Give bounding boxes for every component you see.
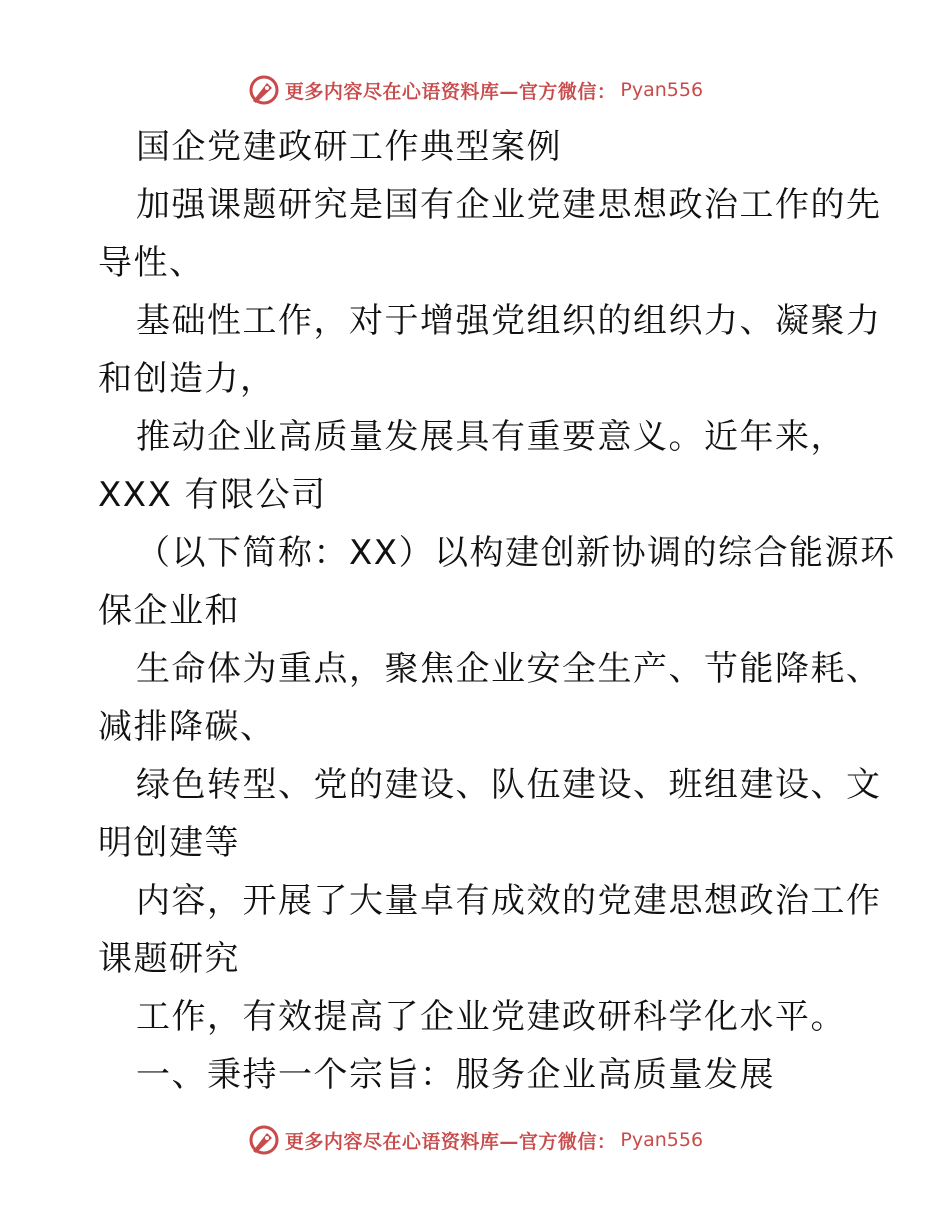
text-line: 保企业和 (98, 591, 240, 631)
pen-nib-circle-icon (247, 73, 281, 107)
text-line: 加强课题研究是国有企业党建思想政治工作的先 (136, 185, 882, 225)
text-line: 国企党建政研工作典型案例 (136, 127, 562, 167)
text-line: 绿色转型、党的建设、队伍建设、班组建设、文 (136, 765, 882, 805)
text-line: 推动企业高质量发展具有重要意义。近年来， (136, 417, 846, 457)
header-banner (0, 70, 950, 110)
text-line: 生命体为重点，聚焦企业安全生产、节能降耗、 (136, 649, 882, 689)
text-line: （以下简称：XX）以构建创新协调的综合能源环 (136, 533, 896, 573)
footer-slogan: 更多内容尽在心语资料库—官方微信： (284, 1130, 617, 1153)
text-line: 减排降碳、 (98, 707, 276, 747)
pen-nib-circle-icon (247, 1123, 281, 1157)
text-line: 基础性工作，对于增强党组织的组织力、凝聚力 (136, 301, 882, 341)
text-line: 课题研究 (98, 939, 240, 979)
header-slogan: 更多内容尽在心语资料库—官方微信： (284, 80, 617, 103)
document-body (98, 118, 896, 1104)
text-line: 工作，有效提高了企业党建政研科学化水平。 (136, 997, 846, 1037)
text-line: 一、秉持一个宗旨：服务企业高质量发展 (136, 1055, 775, 1095)
footer-wechat-id: Pyan556 (620, 1129, 704, 1151)
header-wechat-id: Pyan556 (620, 79, 704, 101)
text-line: 和创造力， (98, 359, 276, 399)
text-line: 明创建等 (98, 823, 240, 863)
footer-banner (0, 1120, 950, 1160)
text-line: 导性、 (98, 243, 205, 283)
text-line: 内容，开展了大量卓有成效的党建思想政治工作 (136, 881, 882, 921)
text-line: XXX 有限公司 (98, 475, 327, 515)
